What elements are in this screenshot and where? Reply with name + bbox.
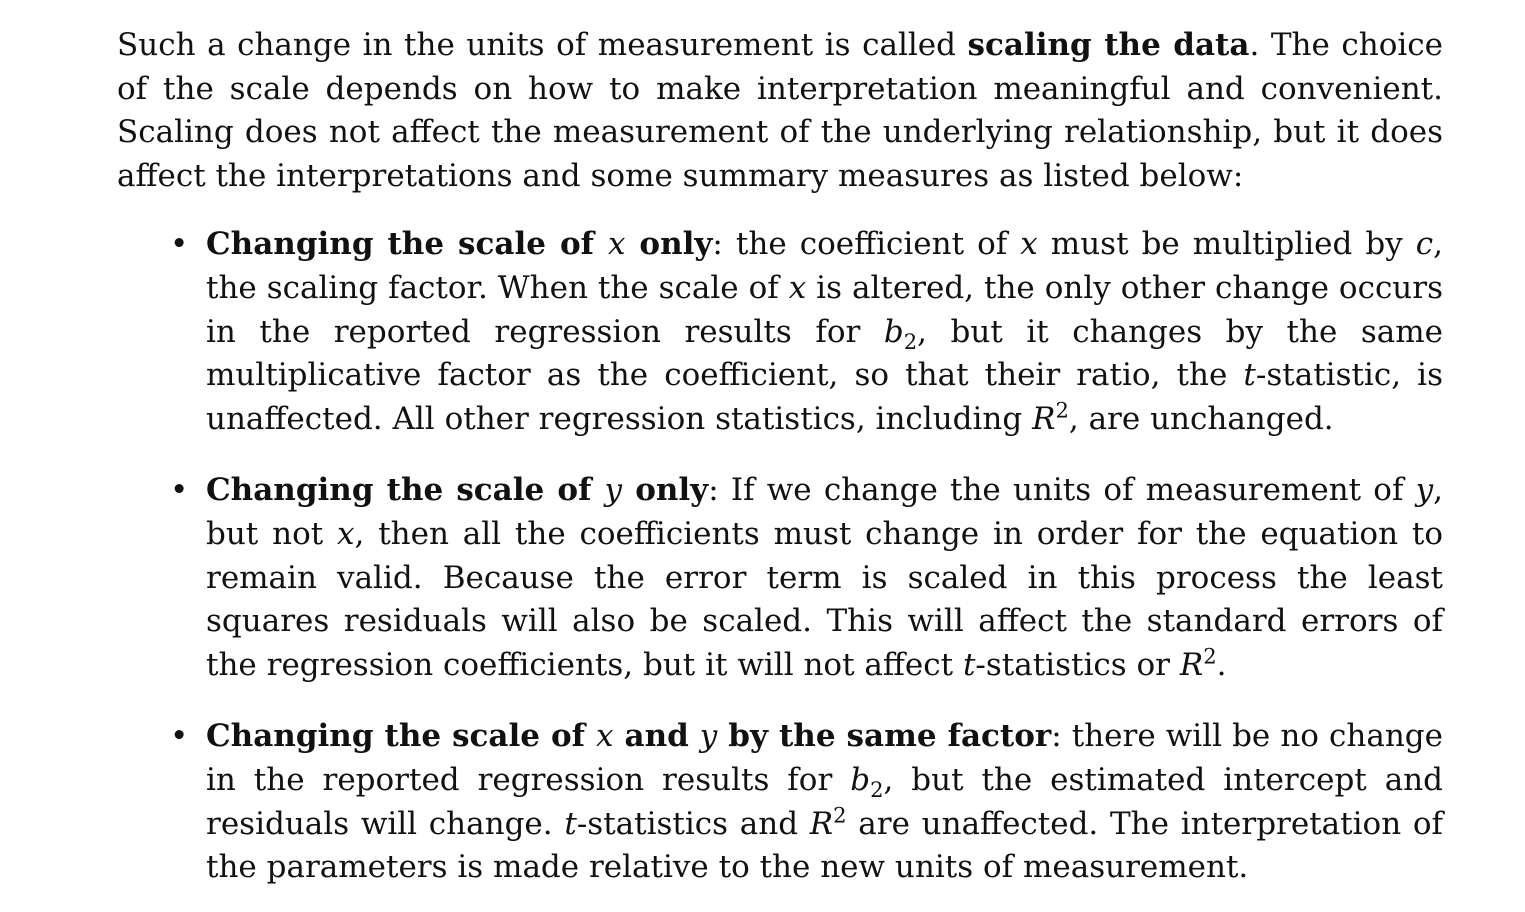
bullet-heading: Changing the scale of y only bbox=[206, 472, 709, 509]
bullet-icon: • bbox=[170, 226, 189, 263]
bullet-heading: Changing the scale of x and y by the same factor bbox=[206, 718, 1052, 755]
key-term: scaling the data bbox=[967, 27, 1250, 63]
bullet-list bbox=[117, 223, 1443, 889]
intro-paragraph bbox=[117, 24, 1443, 198]
intro-text: Such a change in the units of measurement is called bbox=[117, 27, 968, 63]
bullet-item-scale-x: • Changing the scale of x only: the coefficient of x must be multiplied by c, the scaling factor. When the scale of x is altered, the only other change occurs in the reported regression results for $b_2$, but it changes by the same multiplicative factor as the coefficient, so that their ratio, the t-statistic, is unaffected. All other regression statistics, including $R^2$, are unchanged. bbox=[206, 223, 1443, 441]
bullet-heading: Changing the scale of x only bbox=[206, 226, 713, 263]
text-page bbox=[117, 24, 1443, 890]
bullet-item-scale-both: • Changing the scale of x and y by the same factor: there will be no change in the reported regression results for $b_2$, but the estimated intercept and residuals will change. t-statistics and $R^2$ are unaffected. The interpretation of the parameters is made relative to the new units of measurement. bbox=[206, 715, 1443, 889]
bullet-icon: • bbox=[170, 472, 189, 509]
intro-text-rest: . The choice of the scale depends on how to make interpretation meaningful and convenient. Scaling does not affect the measurement of the underlying relationship, but it does affect the interpretations and some summary measures as listed below: bbox=[117, 27, 1443, 194]
bullet-icon: • bbox=[170, 718, 189, 755]
bullet-item-scale-y: • Changing the scale of y only: If we change the units of measurement of y, but not x, then all the coefficients must change in order for the equation to remain valid. Because the error term is scaled in this process the least squares residuals will also be scaled. This will affect the standard errors of the regression coefficients, but it will not affect t-statistics or $R^2$. bbox=[206, 469, 1443, 687]
